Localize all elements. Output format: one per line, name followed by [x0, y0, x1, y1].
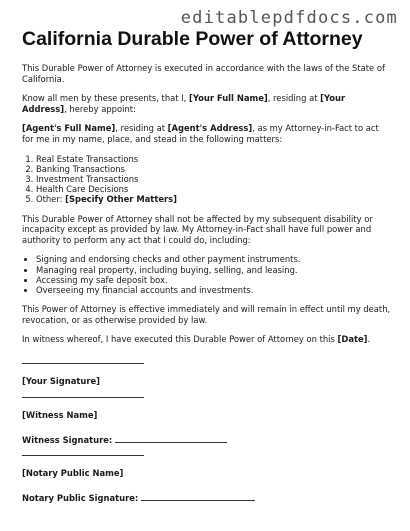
list-item: 1. Real Estate Transactions: [36, 154, 392, 164]
document-page: [22, 28, 392, 503]
effective-paragraph: This Power of Attorney is effective immediately and will remain in effect until my death, revocation, or as otherwise provided by law.: [22, 304, 391, 325]
appoint-mid: , residing at: [267, 93, 321, 104]
witness-post: .: [367, 334, 371, 345]
powers-list: [22, 254, 392, 295]
your-signature-label: [Your Signature]: [22, 375, 100, 386]
agent-name-field: [Agent's Full Name]: [22, 123, 116, 134]
agent-address-field: [Agent's Address]: [167, 123, 253, 134]
list-item: • Accessing my safe deposit box.: [36, 275, 392, 285]
list-item: 2. Banking Transactions: [36, 164, 392, 174]
notary-name-label: [Notary Public Name]: [22, 467, 124, 478]
other-matters-field: [Specify Other Matters]: [65, 194, 177, 205]
agent-post: , as my Attorney-in-Fact to act for me in my name, place, and stead in the following matters:: [22, 123, 379, 144]
principal-name-field: [Your Full Name]: [189, 93, 268, 104]
signature-block: [22, 363, 392, 503]
other-label: Other:: [36, 194, 66, 205]
durability-paragraph: This Durable Power of Attorney shall not be affected by my subsequent disability or incapacity except as provided by law. My Attorney-in-Fact shall have full power and authority to perform any act that I could do, including:: [22, 213, 373, 245]
notary-signature-label: Notary Public Signature:: [22, 492, 139, 503]
date-field: [Date]: [337, 334, 368, 345]
appoint-post: , hereby appoint:: [64, 103, 136, 114]
agent-paragraph: [22, 123, 392, 144]
matters-list: [22, 154, 392, 205]
list-item: 3. Investment Transactions: [36, 174, 392, 184]
list-item-other: [36, 194, 392, 204]
list-item: • Signing and endorsing checks and other payment instruments.: [36, 254, 392, 264]
list-item: • Managing real property, including buying, selling, and leasing.: [36, 265, 392, 275]
witness-signature-row: [22, 434, 392, 445]
list-item: • Overseeing my financial accounts and investments.: [36, 285, 392, 295]
intro-paragraph: This Durable Power of Attorney is executed in accordance with the laws of the State of California.: [22, 63, 385, 84]
notary-signature-row: [22, 492, 392, 503]
witness-paragraph: [22, 334, 392, 345]
witness-signature-label: Witness Signature:: [22, 434, 113, 445]
site-watermark: editablepdfdocs.com: [180, 8, 398, 28]
agent-mid: , residing at: [115, 123, 168, 134]
principal-address-field: [Your Address]: [22, 93, 346, 114]
document-title: California Durable Power of Attorney: [22, 28, 363, 50]
witness-name-label: [Witness Name]: [22, 409, 98, 420]
appoint-pre: Know all men by these presents, that I,: [22, 93, 190, 104]
signature-line[interactable]: [22, 363, 144, 364]
witness-signature-line[interactable]: [115, 434, 227, 443]
list-item: 4. Health Care Decisions: [36, 184, 392, 194]
notary-name-line[interactable]: [22, 455, 144, 456]
appointment-paragraph: [22, 93, 392, 114]
witness-name-line[interactable]: [22, 397, 144, 398]
witness-pre: In witness whereof, I have executed this Durable Power of Attorney on this: [22, 334, 338, 345]
notary-signature-line[interactable]: [141, 492, 255, 501]
